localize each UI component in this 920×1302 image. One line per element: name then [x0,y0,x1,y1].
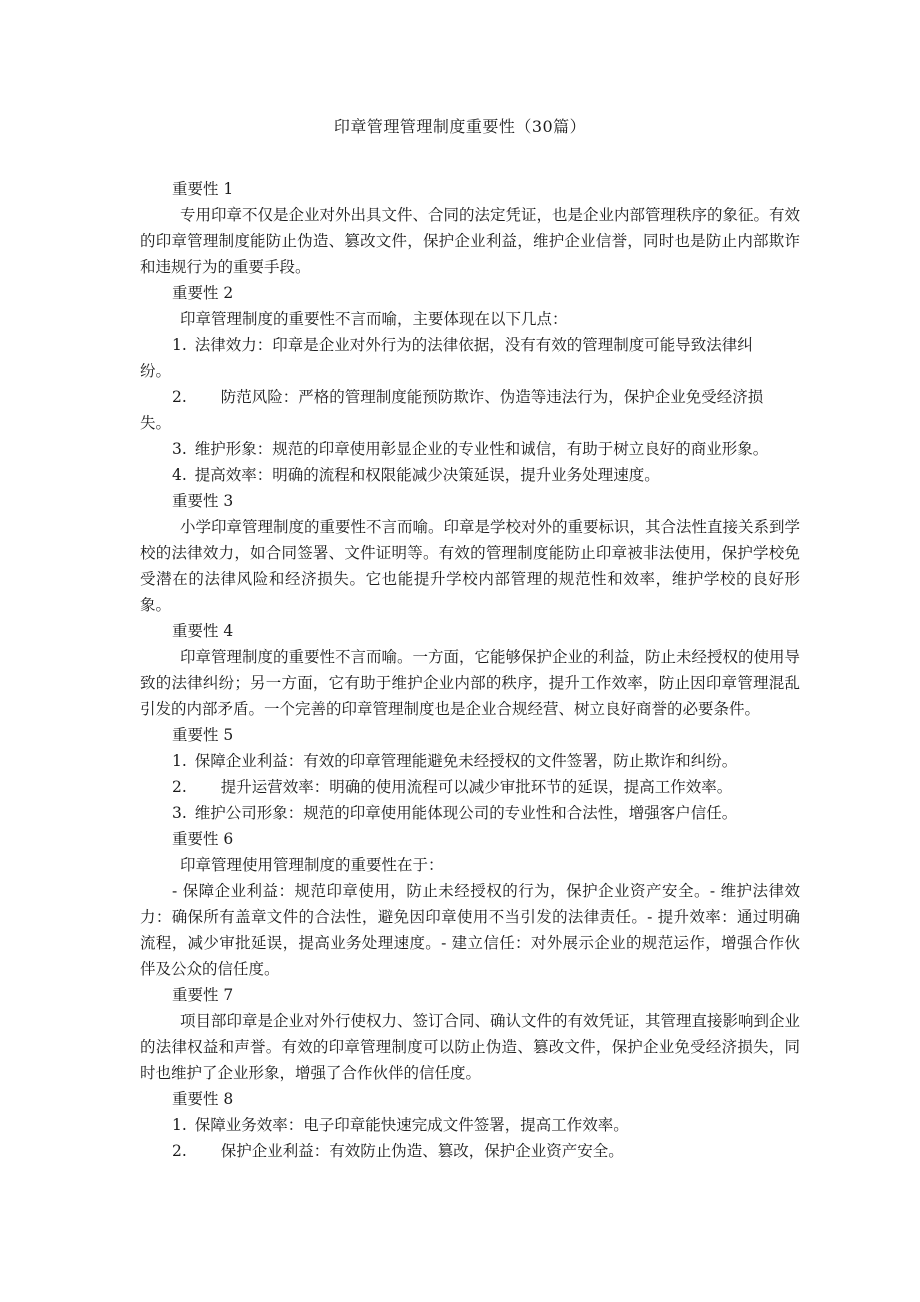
section-heading: 重要性 5 [172,726,234,744]
list-item-number: 3. [172,440,187,458]
list-item [140,462,800,488]
list-item-continuation: 纷。 [140,362,172,380]
section-paragraph: - 保障企业利益：规范印章使用，防止未经授权的行为，保护企业资产安全。- 维护法律效力：确保所有盖章文件的合法性，避免因印章使用不当引发的法律责任。- 提升效率：通过明确流程，减少审批延误，提高业务处理速度。- 建立信任：对外展示企业的规范运作，增强合作伙伴及公众的信任度。 [140,882,800,978]
section-intro: 印章管理制度的重要性不言而喻，主要体现在以下几点： [180,310,568,328]
section-heading: 重要性 3 [172,492,234,510]
section-heading: 重要性 2 [172,284,234,302]
list-item-text: 防范风险：严格的管理制度能预防欺诈、伪造等违法行为，保护企业免受经济损 [220,388,764,406]
list-item-number: 2. [172,1142,187,1160]
section-heading: 重要性 1 [172,180,234,198]
document-body [140,176,800,1164]
list-item [140,1138,800,1164]
list-item-text: 维护形象：规范的印章使用彰显企业的专业性和诚信，有助于树立良好的商业形象。 [194,440,769,458]
list-item [140,1112,800,1138]
list-item [140,436,800,462]
document-title: 印章管理管理制度重要性（30篇） [333,117,587,136]
list-item-number: 2. [172,388,187,406]
section-paragraph: 印章管理制度的重要性不言而喻。一方面，它能够保护企业的利益，防止未经授权的使用导致的法律纠纷；另一方面，它有助于维护企业内部的秩序，提升工作效率，防止因印章管理混乱引发的内部矛盾。一个完善的印章管理制度也是企业合规经营、树立良好商誉的必要条件。 [140,648,801,718]
list-item-text: 保障企业利益：有效的印章管理能避免未经授权的文件签署，防止欺诈和纠纷。 [194,752,738,770]
list-item-text: 法律效力：印章是企业对外行为的法律依据，没有有效的管理制度可能导致法律纠 [194,336,753,354]
list-item-number: 4. [172,466,187,484]
list-item-text: 提高效率：明确的流程和权限能减少决策延误，提升业务处理速度。 [194,466,660,484]
section-heading: 重要性 4 [172,622,234,640]
list-item [140,384,800,436]
list-item-number: 2. [172,778,187,796]
list-item [140,774,800,800]
section-intro: 印章管理使用管理制度的重要性在于： [180,856,444,874]
section-heading: 重要性 7 [172,986,234,1004]
list-item-continuation: 失。 [140,414,172,432]
list-item-number: 3. [172,804,187,822]
list-item-text: 提升运营效率：明确的使用流程可以减少审批环节的延误，提高工作效率。 [220,778,733,796]
list-item-text: 维护公司形象：规范的印章使用能体现公司的专业性和合法性，增强客户信任。 [194,804,738,822]
list-item-number: 1. [172,336,187,354]
list-item-text: 保障业务效率：电子印章能快速完成文件签署，提高工作效率。 [194,1116,629,1134]
list-item [140,332,800,384]
section-paragraph: 小学印章管理制度的重要性不言而喻。印章是学校对外的重要标识，其合法性直接关系到学校的法律效力，如合同签署、文件证明等。有效的管理制度能防止印章被非法使用，保护学校免受潜在的法律风险和经济损失。它也能提升学校内部管理的规范性和效率，维护学校的良好形象。 [140,518,801,614]
list-item [140,748,800,774]
section-heading: 重要性 6 [172,830,234,848]
section-paragraph: 专用印章不仅是企业对外出具文件、合同的法定凭证，也是企业内部管理秩序的象征。有效的印章管理制度能防止伪造、篡改文件，保护企业利益，维护企业信誉，同时也是防止内部欺诈和违规行为的重要手段。 [140,206,801,276]
list-item-text: 保护企业利益：有效防止伪造、篡改，保护企业资产安全。 [220,1142,624,1160]
list-item-number: 1. [172,752,187,770]
list-item [140,800,800,826]
section-paragraph: 项目部印章是企业对外行使权力、签订合同、确认文件的有效凭证，其管理直接影响到企业的法律权益和声誉。有效的印章管理制度可以防止伪造、篡改文件，保护企业免受经济损失，同时也维护了企业形象，增强了合作伙伴的信任度。 [140,1012,801,1082]
list-item-number: 1. [172,1116,187,1134]
section-heading: 重要性 8 [172,1090,234,1108]
